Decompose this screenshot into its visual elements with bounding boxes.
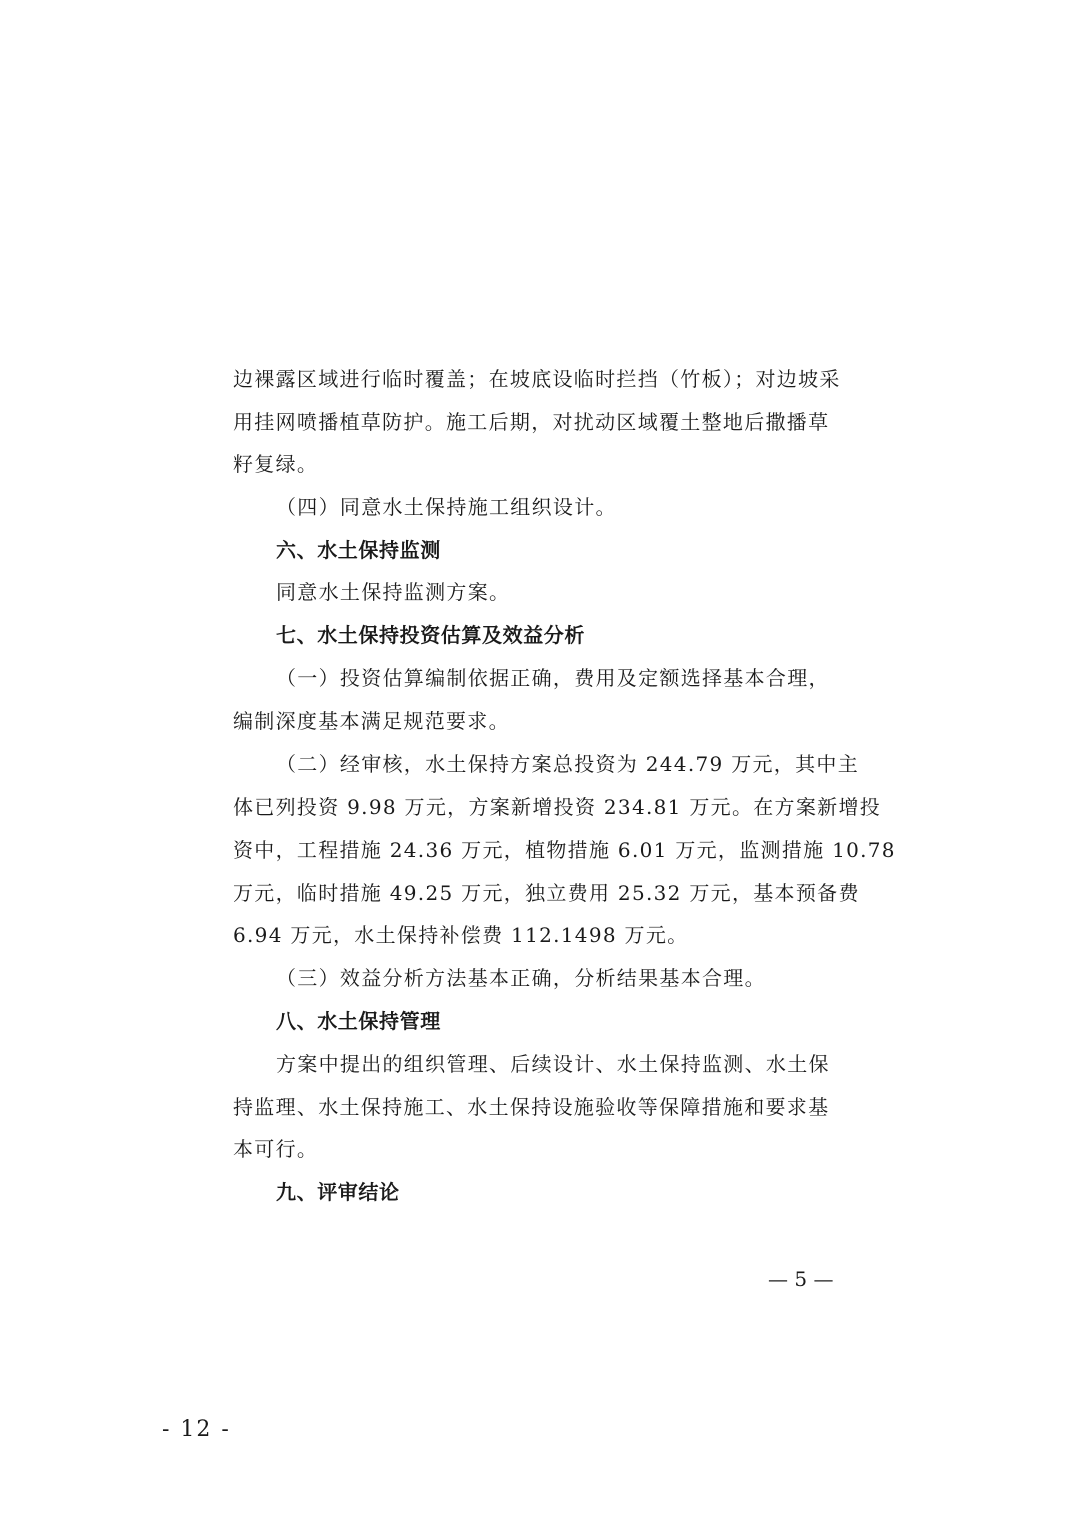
- body-text-line: 万元，临时措施 49.25 万元，独立费用 25.32 万元，基本预备费: [233, 881, 860, 905]
- body-text-line: 同意水土保持监测方案。: [276, 580, 511, 604]
- body-text-line: 本可行。: [233, 1137, 319, 1161]
- section-heading-6: 六、水土保持监测: [276, 538, 441, 562]
- body-text-line: （二）经审核，水土保持方案总投资为 244.79 万元，其中主: [276, 752, 859, 776]
- body-text-line: 编制深度基本满足规范要求。: [233, 709, 510, 733]
- section-heading-8: 八、水土保持管理: [276, 1009, 441, 1033]
- body-text-line: 体已列投资 9.98 万元，方案新增投资 234.81 万元。在方案新增投: [233, 795, 882, 819]
- outer-page-number: - 12 -: [162, 1417, 231, 1442]
- body-text-line: 籽复绿。: [233, 452, 319, 476]
- body-text-line: （三）效益分析方法基本正确，分析结果基本合理。: [276, 966, 766, 990]
- section-heading-7: 七、水土保持投资估算及效益分析: [276, 623, 585, 647]
- body-text-line: 用挂网喷播植草防护。施工后期，对扰动区域覆土整地后撒播草: [233, 410, 830, 434]
- inner-page-number: — 5 —: [768, 1267, 834, 1291]
- body-text-line: 6.94 万元，水土保持补偿费 112.1498 万元。: [233, 923, 689, 947]
- body-text-line: 边裸露区域进行临时覆盖；在坡底设临时拦挡（竹板）；对边坡采: [233, 367, 841, 391]
- body-text-line: 方案中提出的组织管理、后续设计、水土保持监测、水土保: [276, 1052, 830, 1076]
- body-text-line: 资中，工程措施 24.36 万元，植物措施 6.01 万元，监测措施 10.78: [233, 838, 896, 862]
- body-text-line: （四）同意水土保持施工组织设计。: [276, 495, 617, 519]
- section-heading-9: 九、评审结论: [276, 1180, 400, 1204]
- body-text-line: （一）投资估算编制依据正确，费用及定额选择基本合理，: [276, 666, 830, 690]
- body-text-line: 持监理、水土保持施工、水土保持设施验收等保障措施和要求基: [233, 1095, 830, 1119]
